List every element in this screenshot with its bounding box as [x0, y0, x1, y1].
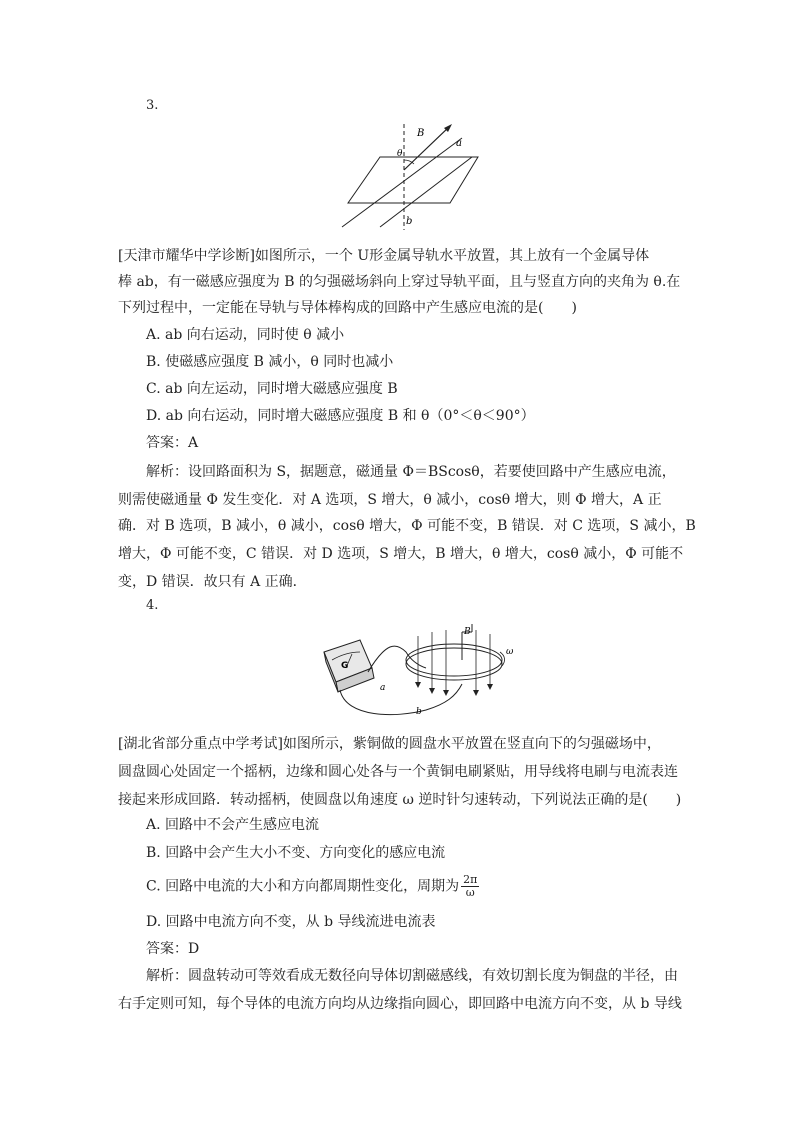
q4-stem-line-3: 接起来形成回路．转动摇柄，使圆盘以角速度 ω 逆时针匀速转动，下列说法正确的是( ) — [118, 792, 682, 808]
q3-answer: 答案：A — [146, 435, 199, 451]
label-a: a — [380, 683, 386, 693]
q4-option-b: B. 回路中会产生大小不变、方向变化的感应电流 — [146, 845, 446, 861]
label-B: B — [417, 128, 425, 139]
q3-stem-line-2: 棒 ab，有一磁感应强度为 B 的匀强磁场斜向上穿过导轨平面，且与竖直方向的夹角为 θ.在 — [118, 274, 681, 290]
q3-stem-line-1: [天津市耀华中学诊断]如图所示，一个 U形金属导轨水平放置，其上放有一个金属导体 — [118, 248, 650, 264]
q3-analysis-line-3: 确．对 B 选项，B 减小，θ 减小，cosθ 增大，Φ 可能不变，B 错误．对 C 选项，S 减小，B — [118, 518, 696, 534]
q3-analysis-line-1: 解析：设回路面积为 S，据题意，磁通量 Φ＝BScosθ，若要使回路中产生感应电流， — [146, 464, 676, 480]
q4-stem-line-1: [湖北省部分重点中学考试]如图所示，紫铜做的圆盘水平放置在竖直向下的匀强磁场中， — [118, 736, 661, 752]
period-denominator: ω — [465, 886, 475, 899]
question-3-number: 3. — [146, 98, 159, 113]
q3-option-c: C. ab 向左运动，同时增大磁感应强度 B — [146, 381, 398, 397]
label-B: B — [464, 627, 471, 637]
q4-option-a: A. 回路中不会产生感应电流 — [146, 817, 320, 833]
q4-answer: 答案：D — [146, 941, 200, 957]
label-b: b — [406, 216, 413, 227]
q3-option-a: A. ab 向右运动，同时使 θ 减小 — [146, 327, 345, 343]
label-G: G — [341, 661, 349, 671]
label-a: a — [456, 138, 462, 149]
q4-analysis-line-2: 右手定则可知，每个导体的电流方向均从边缘指向圆心，即回路中电流方向不变，从 b 导线 — [118, 996, 682, 1012]
q3-option-b: B. 使磁感应强度 B 减小，θ 同时也减小 — [146, 354, 394, 370]
q3-analysis-line-4: 增大，Φ 可能不变，C 错误．对 D 选项，S 增大，B 增大，θ 增大，cosθ 减小，Φ 可能不 — [118, 546, 684, 562]
q3-analysis-line-2: 则需使磁通量 Φ 发生变化．对 A 选项，S 增大，θ 减小，cosθ 增大，则 Φ 增大，A 正 — [118, 492, 662, 508]
figure-q3-rail-diagram — [340, 120, 490, 232]
q4-option-c-text: C. 回路中电流的大小和方向都周期性变化，周期为 — [146, 878, 460, 895]
q4-analysis-line-1: 解析：圆盘转动可等效看成无数径向导体切割磁感线，有效切割长度为铜盘的半径，由 — [146, 968, 678, 984]
label-b: b — [416, 707, 422, 717]
label-omega: ω — [506, 647, 514, 657]
figure-q4-disk-generator — [316, 622, 518, 722]
q4-stem-line-2: 圆盘圆心处固定一个摇柄，边缘和圆心处各与一个黄铜电刷紧贴，用导线将电刷与电流表连 — [118, 764, 678, 780]
q3-analysis-line-5: 变，D 错误．故只有 A 正确． — [118, 574, 307, 590]
label-theta: θ — [397, 149, 403, 159]
q4-option-c — [146, 874, 479, 899]
period-fraction — [461, 874, 479, 899]
period-numerator: 2π — [463, 873, 478, 886]
q3-stem-line-3: 下列过程中，一定能在导轨与导体棒构成的回路中产生感应电流的是( ) — [118, 300, 577, 316]
q3-option-d: D. ab 向右运动，同时增大磁感应强度 B 和 θ（0°＜θ＜90°） — [146, 408, 535, 424]
q4-option-d: D. 回路中电流方向不变，从 b 导线流进电流表 — [146, 914, 436, 930]
question-4-number: 4. — [146, 598, 159, 613]
